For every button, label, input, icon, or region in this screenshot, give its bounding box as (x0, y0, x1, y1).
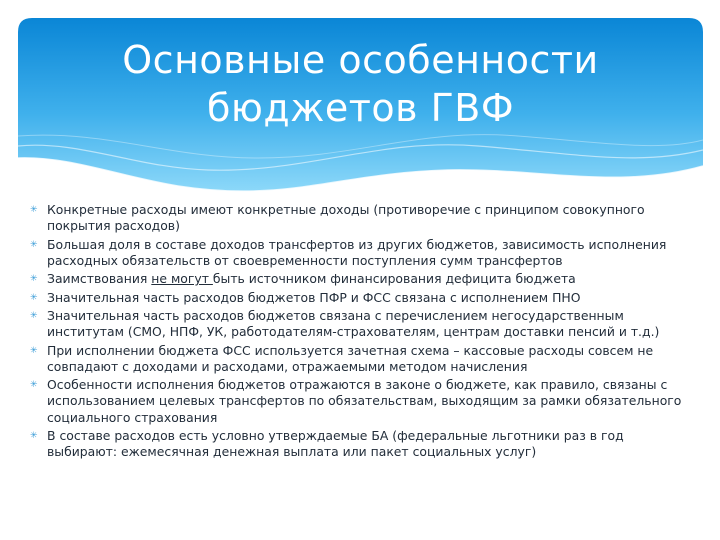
asterisk-icon: ✳ (30, 205, 38, 215)
list-item (30, 308, 695, 340)
asterisk-icon: ✳ (30, 239, 38, 250)
list-item (30, 237, 695, 269)
slide-title (18, 36, 703, 132)
bullet-list-container (30, 202, 695, 463)
list-item-text-start: Заимствования (47, 271, 152, 287)
list-item-text: Конкретные расходы имеют конкретные доходы (противоречие с принципом совокупного покрытия расходов) (47, 202, 645, 234)
list-item (30, 377, 695, 426)
list-item (30, 428, 695, 460)
asterisk-icon: ✳ (30, 380, 38, 391)
list-item (30, 343, 695, 375)
list-item-text-end: быть источником финансирования дефицита бюджета (212, 271, 576, 287)
asterisk-icon: ✳ (30, 274, 38, 285)
asterisk-icon: ✳ (30, 310, 38, 321)
underlined-text: не могут (151, 271, 213, 287)
list-item-text: Значительная часть расходов бюджетов ПФР и ФСС связана с исполнением ПНО (47, 289, 581, 305)
list-item (30, 290, 695, 306)
asterisk-icon: ✳ (30, 430, 38, 441)
list-item (30, 271, 695, 287)
list-item-text: В составе расходов есть условно утверждаемые БА (федеральные льготники раз в год выбирают: ежемесячная денежная выплата или пакет социальных услуг) (47, 427, 624, 460)
list-item (30, 202, 695, 234)
bullet-list (30, 202, 695, 460)
list-item-text: Особенности исполнения бюджетов отражаются в законе о бюджете, как правило, связаны с использованием целевых трансфертов по обязательствам, выходящим за рамки обязательного социального страхования (47, 377, 682, 425)
title-banner (18, 18, 703, 198)
list-item-text: Значительная часть расходов бюджетов связана с перечислением негосударственным институтам (СМО, НПФ, УК, работодателям-страхователям, центрам доставки пенсий и т.д.) (47, 307, 660, 340)
title-line: бюджетов ГВФ (206, 86, 515, 130)
asterisk-icon: ✳ (30, 292, 38, 303)
list-item-text: Большая доля в составе доходов трансфертов из других бюджетов, зависимость исполнения расходных обязательств от своевременности поступления сумм трансфертов (47, 236, 667, 268)
list-item-text: При исполнении бюджета ФСС используется зачетная схема – кассовые расходы совсем не совпадают с доходами и расходами, отражаемыми методом начисления (47, 342, 654, 374)
asterisk-icon: ✳ (30, 345, 38, 356)
title-line: Основные особенности (122, 38, 599, 82)
